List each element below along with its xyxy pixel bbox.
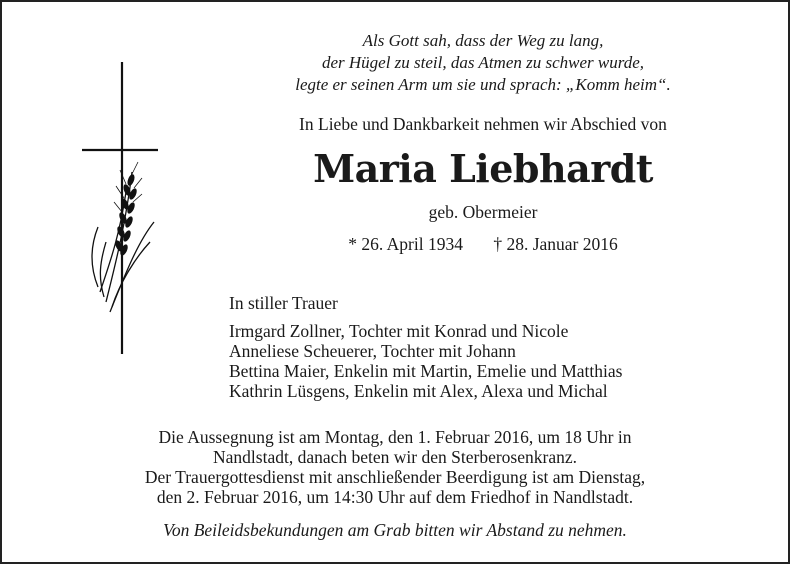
poem-line: der Hügel zu steil, das Atmen zu schwer wurde, [321, 53, 645, 72]
death-date: † 28. Januar 2016 [493, 234, 618, 254]
poem-line: legte er seinen Arm um sie und sprach: „Komm heim“. [295, 75, 671, 94]
mourner-line: Kathrin Lüsgens, Enkelin mit Alex, Alexa und Michal [229, 381, 608, 401]
mourners-title: In stiller Trauer [229, 293, 338, 313]
service-line: Die Aussegnung ist am Montag, den 1. Februar 2016, um 18 Uhr in [158, 427, 632, 447]
service-line: Nandlstadt, danach beten wir den Sterberosenkranz. [213, 447, 577, 467]
service-line: den 2. Februar 2016, um 14:30 Uhr auf dem Friedhof in Nandlstadt. [156, 487, 634, 507]
deceased-name: Maria Liebhardt [313, 146, 653, 191]
intro-text: In Liebe und Dankbarkeit nehmen wir Abschied von [299, 114, 667, 134]
service-info [20, 427, 770, 507]
mourners-list [229, 321, 622, 401]
poem [228, 30, 738, 96]
mourner-line: Bettina Maier, Enkelin mit Martin, Emelie und Matthias [229, 361, 623, 381]
closing-note: Von Beileidsbekundungen am Grab bitten wir Abstand zu nehmen. [163, 520, 627, 540]
poem-line: Als Gott sah, dass der Weg zu lang, [362, 31, 604, 50]
birth-date: * 26. April 1934 [348, 234, 463, 254]
life-dates [228, 234, 738, 255]
service-line: Der Trauergottesdienst mit anschließender Beerdigung ist am Dienstag, [144, 467, 646, 487]
mourner-line: Anneliese Scheuerer, Tochter mit Johann [229, 341, 516, 361]
mourner-line: Irmgard Zollner, Tochter mit Konrad und Nicole [229, 321, 569, 341]
birth-name: geb. Obermeier [428, 202, 538, 222]
cross-with-wheat-icon [76, 62, 176, 362]
